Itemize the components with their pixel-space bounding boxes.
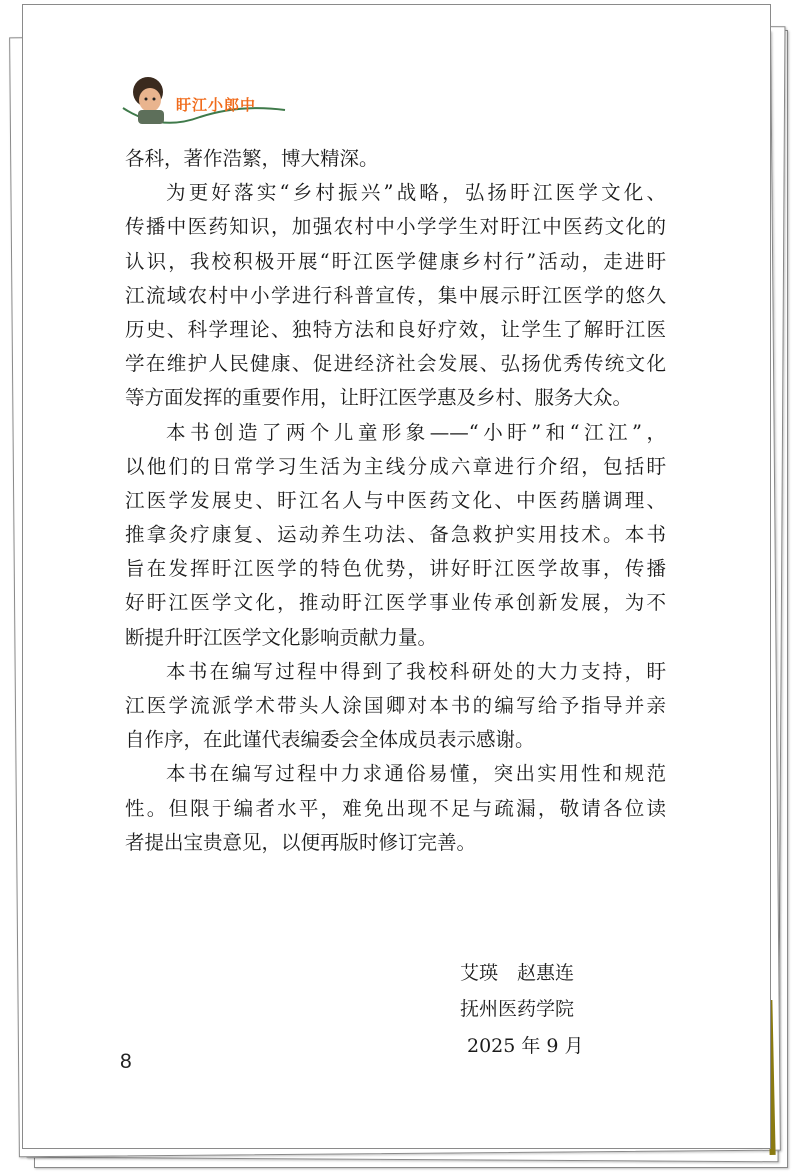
text-line: 江流域农村中小学进行科普宣传，集中展示盱江医学的悠久 (125, 283, 666, 307)
signature-institution: 抚州医药学院 (460, 998, 575, 1020)
text-line: 本书创造了两个儿童形象——“小盱”和“江江”， (166, 420, 666, 444)
header-logo (120, 72, 290, 132)
paragraph (125, 655, 666, 758)
text-line: 学在维护人民健康、促进经济社会发展、弘扬优秀传统文化 (125, 352, 666, 376)
preface-body (125, 142, 666, 860)
paragraph (125, 176, 666, 415)
text-line: 本书在编写过程中力求通俗易懂，突出实用性和规范 (166, 762, 666, 786)
text-line: 旨在发挥盱江医学的特色优势，讲好盱江医学故事，传播 (125, 557, 666, 581)
text-line: 者提出宝贵意见，以便再版时修订完善。 (125, 830, 477, 854)
signature-authors: 艾瑛 赵惠连 (460, 962, 575, 984)
text-line: 推拿灸疗康复、运动养生功法、备急救护实用技术。本书 (125, 523, 666, 547)
text-line: 本书在编写过程中得到了我校科研处的大力支持，盱 (166, 659, 666, 683)
paragraph (125, 416, 666, 655)
paragraph (125, 757, 666, 860)
text-line: 江医学流派学术带头人涂国卿对本书的编写给予指导并亲 (125, 694, 666, 717)
logo-text: 盱江小郎中 (176, 96, 257, 114)
page-number: 8 (120, 1050, 132, 1073)
text-line: 传播中医药知识，加强农村中小学学生对盱江中医药文化的 (125, 215, 666, 239)
paragraph (125, 142, 666, 176)
text-line: 好盱江医学文化，推动盱江医学事业传承创新发展，为不 (125, 591, 666, 615)
text-line: 等方面发挥的重要作用，让盱江医学惠及乡村、服务大众。 (125, 386, 633, 410)
text-line: 断提升盱江医学文化影响贡献力量。 (125, 625, 438, 649)
text-line: 自作序，在此谨代表编委会全体成员表示感谢。 (125, 728, 535, 752)
text-line: 认识，我校积极开展“盱江医学健康乡村行”活动，走进盱 (125, 249, 666, 273)
text-line: 性。但限于编者水平，难免出现不足与疏漏，敬请各位读 (125, 796, 666, 820)
text-line: 历史、科学理论、独特方法和良好疗效，让学生了解盱江医 (125, 317, 666, 341)
text-line: 为更好落实“乡村振兴”战略，弘扬盱江医学文化、 (166, 181, 666, 205)
text-line: 以他们的日常学习生活为主线分成六章进行介绍，包括盱 (125, 454, 666, 478)
text-line: 江医学发展史、盱江名人与中医药文化、中医药膳调理、 (125, 488, 666, 512)
text-line: 各科，著作浩繁，博大精深。 (125, 147, 379, 170)
signature-date: 2025 年 9 月 (467, 1035, 584, 1057)
